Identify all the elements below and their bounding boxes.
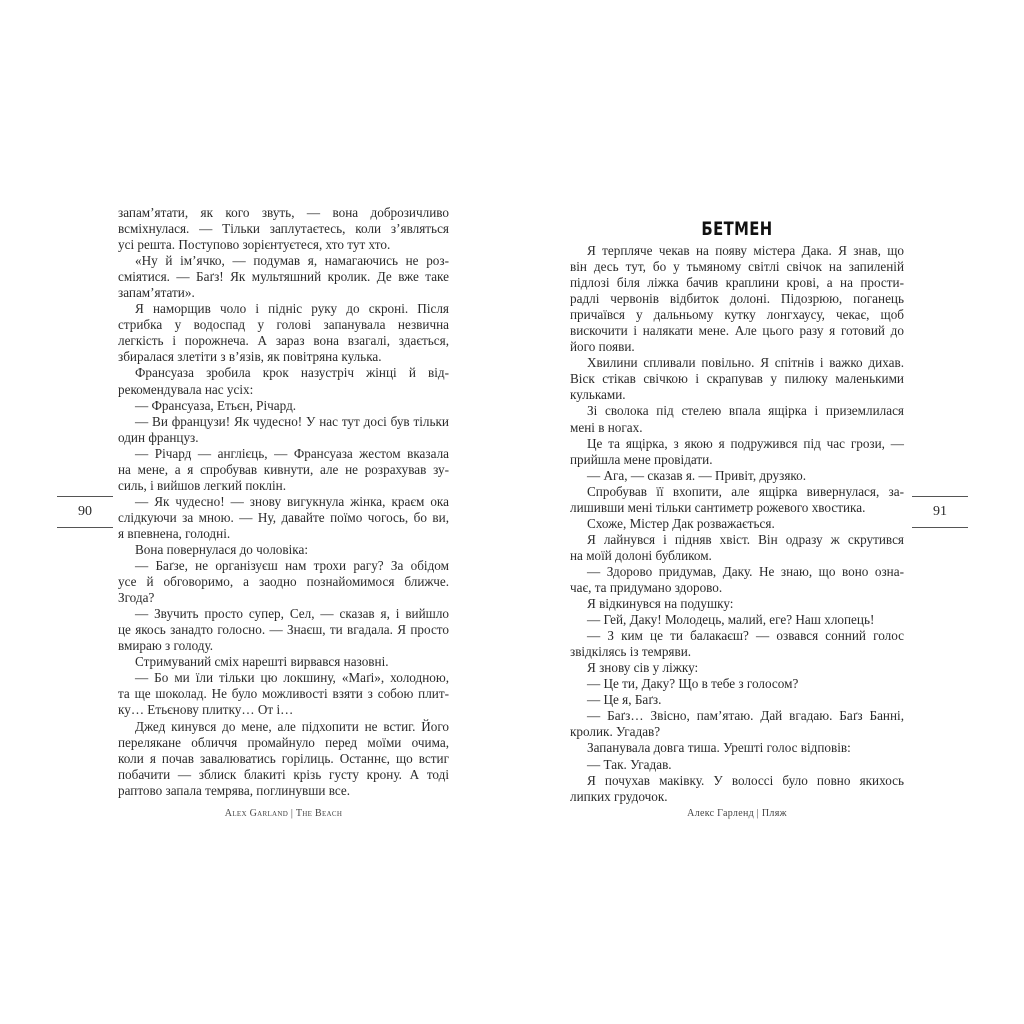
text-line: — Звучить просто супер, Сел, — сказав я, і вийшло (135, 606, 449, 622)
paragraph (570, 532, 904, 564)
text-line: — Як чудесно! — знову вигукнула жінка, краєм ока (135, 493, 449, 509)
text-line: Я лайнувся і підняв хвіст. Він одразу ж скрутився (587, 531, 904, 547)
text-line: побачити — зблиск блакиті крізь густу крону. А тоді (118, 766, 449, 782)
paragraph (118, 558, 449, 606)
paragraph (118, 670, 449, 718)
text-line: коли я почав завалюватись горілиць. Останнє, що встиг (118, 750, 449, 766)
text-line: Я знову сів у ліжку: (587, 660, 699, 676)
text-line: це якось занадто голосно. — Знаєш, ти вгадала. Я просто (118, 622, 449, 638)
chapter-title: БЕТМЕН (701, 218, 773, 240)
paragraph (118, 365, 449, 397)
paragraph (570, 676, 904, 692)
folio-rule-bottom (57, 527, 113, 528)
paragraph (570, 436, 904, 468)
paragraph (570, 628, 904, 660)
text-line: чає, та придумано здорово. (570, 579, 723, 595)
paragraph (570, 403, 904, 435)
right-page-body-text (570, 243, 904, 805)
page-number: 91 (933, 504, 947, 519)
text-line: Спробував її вхопити, але ящірка вивернулася, за- (587, 483, 904, 499)
text-line: кульками. (570, 387, 626, 403)
text-line: сміятися. — Баґз! Як мультяшний кролик. Де вже таке (118, 269, 449, 285)
paragraph (570, 243, 904, 355)
text-line: Схоже, Містер Дак розважається. (587, 515, 775, 531)
text-line: — З ким це ти балакаєш? — озвався сонний голос (587, 628, 904, 644)
text-line: «Ну й ім’ячко, — подумав я, намагаючись не роз- (135, 253, 449, 269)
text-line: усе й обговоримо, а заодно познайомимося ближче. (118, 574, 449, 590)
paragraph (118, 719, 449, 799)
text-line: прийшла мене провідати. (570, 451, 713, 467)
paragraph (570, 468, 904, 484)
text-line: запам’ятати». (118, 285, 195, 301)
text-line: липких грудочок. (570, 788, 668, 804)
paragraph (118, 494, 449, 542)
text-line: — Ага, — сказав я. — Привіт, друзяко. (587, 467, 807, 483)
text-line: ку… Етьєнову плитку… От і… (118, 702, 294, 718)
text-line: — Так. Угадав. (587, 756, 672, 772)
paragraph (118, 414, 449, 446)
text-line: — Здорово придумав, Даку. Не знаю, що воно озна- (587, 563, 904, 579)
text-line: кролик. Угадав? (570, 724, 661, 740)
text-line: — Бо ми їли тільки цю локшину, «Маґі», холодною, (135, 670, 449, 686)
text-line: Це та ящірка, з якою я подружився під час грози, — (587, 435, 904, 451)
text-line: перелякане обличчя промайнуло перед моїми очима, (118, 734, 449, 750)
paragraph (118, 205, 449, 253)
paragraph (118, 542, 449, 558)
text-line: всміхнулася. — Тільки заплутаєтесь, коли з’являться (118, 221, 449, 237)
text-line: Я наморщив чоло і підніс руку до скроні. Після (135, 301, 449, 317)
text-line: підлозі біля ліжка бачив краплини крові, а на прости- (570, 275, 904, 291)
text-line: силь, і вийшов легкий поклін. (118, 477, 286, 493)
left-page-body-text (118, 205, 449, 799)
paragraph (570, 740, 904, 756)
text-line: Я відкинувся на подушку: (587, 596, 734, 612)
paragraph (118, 446, 449, 494)
running-footer: Alex Garland | The Beach (224, 808, 343, 819)
text-line: лишивши мені тільки сантиметр рожевого хвостика. (570, 499, 866, 515)
paragraph (118, 301, 449, 365)
text-line: — Це я, Баґз. (587, 692, 662, 708)
text-line: — Гей, Даку! Молодець, малий, еге? Наш хлопець! (587, 612, 875, 628)
paragraph (570, 612, 904, 628)
text-line: Згода? (118, 590, 155, 606)
text-line: раптово запала темрява, поглинувши все. (118, 782, 351, 798)
paragraph (118, 398, 449, 414)
paragraph (570, 757, 904, 773)
text-line: легкість і порожнеча. А зараз вона взагалі, здається, (118, 333, 449, 349)
text-line: Запанувала довга тиша. Урешті голос відповів: (587, 740, 851, 756)
paragraph (570, 708, 904, 740)
text-line: — Ви французи! Як чудесно! У нас тут досі був тільки (135, 413, 449, 429)
text-line: мені в ногах. (570, 419, 643, 435)
paragraph (118, 253, 449, 301)
text-line: Джед кинувся до мене, але підхопити не встиг. Його (135, 718, 449, 734)
page-number: 90 (78, 504, 92, 519)
running-footer: Алекс Гарленд | Пляж (687, 808, 787, 819)
paragraph (118, 654, 449, 670)
text-line: я впевнена, голодні. (118, 525, 231, 541)
text-line: причаївся у дальньому кутку лонгхаусу, чекає, щоб (570, 307, 904, 323)
text-line: стрибка у водоспад у голові запанувала незвична (118, 317, 449, 333)
text-line: збиралася злетіти з в’язів, як повітряна кулька. (118, 349, 382, 365)
paragraph (570, 692, 904, 708)
text-line: — Річард — англієць, — Франсуаза жестом вказала (135, 445, 449, 461)
paragraph (570, 484, 904, 516)
text-line: та ще шоколад. Не було можливості взяти з собою плит- (118, 686, 449, 702)
text-line: один француз. (118, 429, 199, 445)
text-line: слідкуючи за мною. — Ну, давайте поїмо чогось, бо ви, (118, 509, 449, 525)
paragraph (570, 564, 904, 596)
text-line: на мене, а я спробував кивнути, але не розрахував зу- (118, 461, 449, 477)
text-line: — Баґз… Звісно, пам’ятаю. Дай вгадаю. Баґз Банні, (587, 708, 904, 724)
paragraph (570, 660, 904, 676)
paragraph (570, 596, 904, 612)
text-line: Вона повернулася до чоловіка: (135, 541, 309, 557)
text-line: вискочити і налякати мене. Але цього разу я готовий до (570, 323, 904, 339)
folio-rule-bottom (912, 527, 968, 528)
left-page-number-block (57, 496, 113, 528)
text-line: його появи. (570, 339, 635, 355)
text-line: — Франсуаза, Етьєн, Річард. (135, 397, 297, 413)
text-line: запам’ятати, як кого звуть, — вона доброзичливо (118, 205, 449, 220)
text-line: звідкілясь із темряви. (570, 644, 692, 660)
paragraph (570, 355, 904, 403)
text-line: усі решта. Поступово зорієнтуєтеся, хто тут хто. (118, 237, 391, 253)
text-line: Франсуаза зробила крок назустріч жінці й від- (135, 365, 449, 381)
right-page-number-block (912, 496, 968, 528)
text-line: — Це ти, Даку? Що в тебе з голосом? (587, 676, 799, 692)
text-line: рекомендувала нас усіх: (118, 381, 254, 397)
text-line: — Баґзе, не організуєш нам трохи рагу? За обідом (135, 558, 449, 574)
text-line: на моїй долоні бубликом. (570, 547, 712, 563)
text-line: вмираю з голоду. (118, 638, 214, 654)
paragraph (570, 773, 904, 805)
text-line: Стримуваний сміх нарешті вирвався назовні. (135, 654, 389, 670)
text-line: Я терпляче чекав на появу містера Дака. Я знав, що (587, 243, 904, 258)
paragraph (118, 606, 449, 654)
text-line: Зі сволока під стелею впала ящірка і приземлилася (587, 403, 904, 419)
text-line: він десь тут, бо у тьмяному світлі свічок на запиленій (570, 259, 904, 275)
text-line: Віск стікав свічкою і скрапував у пилюку маленькими (570, 371, 904, 387)
text-line: Хвилини спливали повільно. Я спітнів і важко дихав. (587, 355, 904, 371)
paragraph (570, 516, 904, 532)
text-line: Я почухав маківку. У волоссі було повно якихось (587, 772, 904, 788)
text-line: радлі червонів відбиток долоні. Підозрюю, поганець (570, 291, 904, 307)
